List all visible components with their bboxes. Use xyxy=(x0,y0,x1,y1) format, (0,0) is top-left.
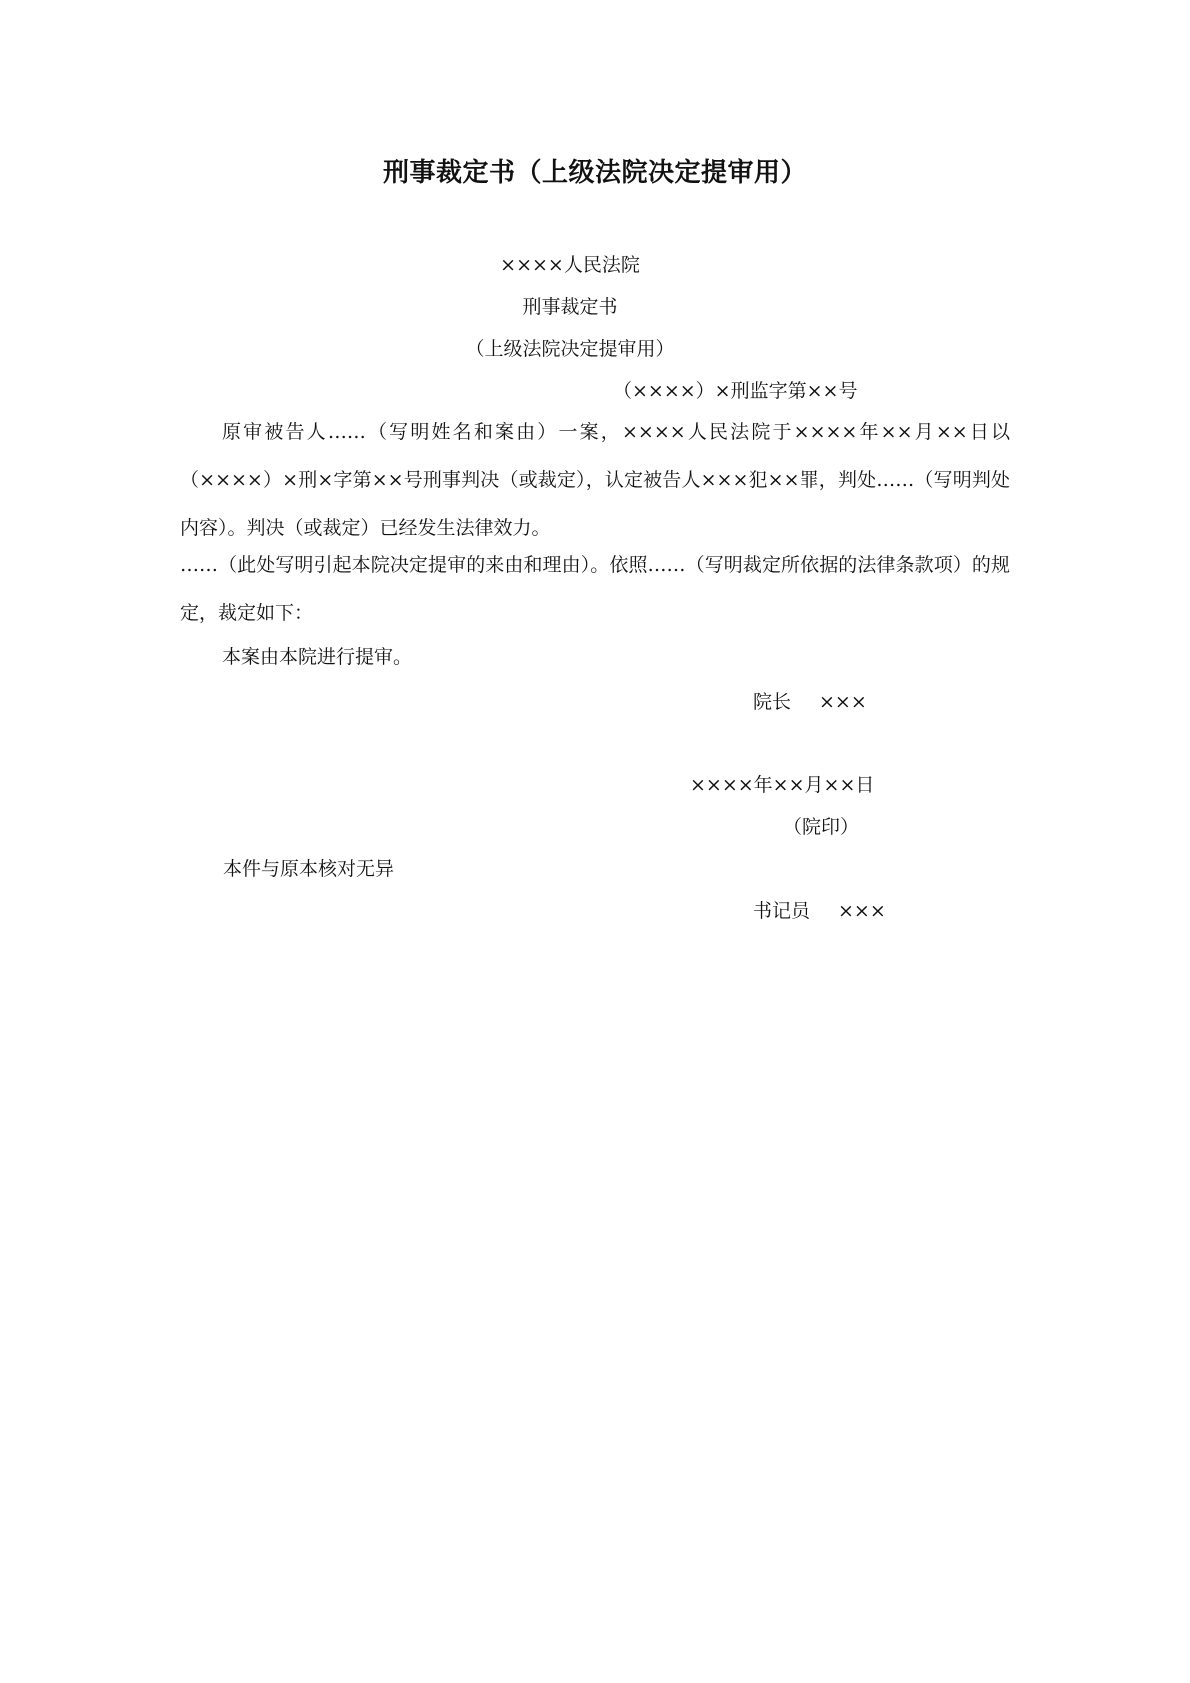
clerk-signature xyxy=(753,898,886,924)
court-name: ××××人民法院 xyxy=(500,254,640,276)
document-type: 刑事裁定书 xyxy=(522,296,618,318)
document-title: 刑事裁定书（上级法院决定提审用） xyxy=(382,158,807,188)
president-signature xyxy=(753,689,867,715)
case-background-paragraph: 原审被告人……（写明姓名和案由）一案，××××人民法院于××××年××月××日以（××××）×刑×字第××号刑事判决（或裁定），认定被告人×××犯××罪，判处……（写明判处内容）。判决（或裁定）已经发生法律效力。 xyxy=(180,421,1010,539)
ruling-paragraph: 本案由本院进行提审。 xyxy=(222,646,413,668)
president-label: 院长 xyxy=(753,691,792,713)
president-name: ××× xyxy=(819,691,867,713)
court-seal-note: （院印） xyxy=(783,816,860,838)
clerk-name: ××× xyxy=(838,900,886,922)
clerk-label: 书记员 xyxy=(753,900,811,922)
ruling-date: ××××年××月××日 xyxy=(690,774,875,796)
document-subtitle: （上级法院决定提审用） xyxy=(465,338,675,360)
reasoning-paragraph: ……（此处写明引起本院决定提审的来由和理由）。依照……（写明裁定所依据的法律条款项）的规定，裁定如下： xyxy=(180,554,1010,624)
verification-note: 本件与原本核对无异 xyxy=(223,858,395,880)
case-number: （××××）×刑监字第××号 xyxy=(613,380,858,402)
